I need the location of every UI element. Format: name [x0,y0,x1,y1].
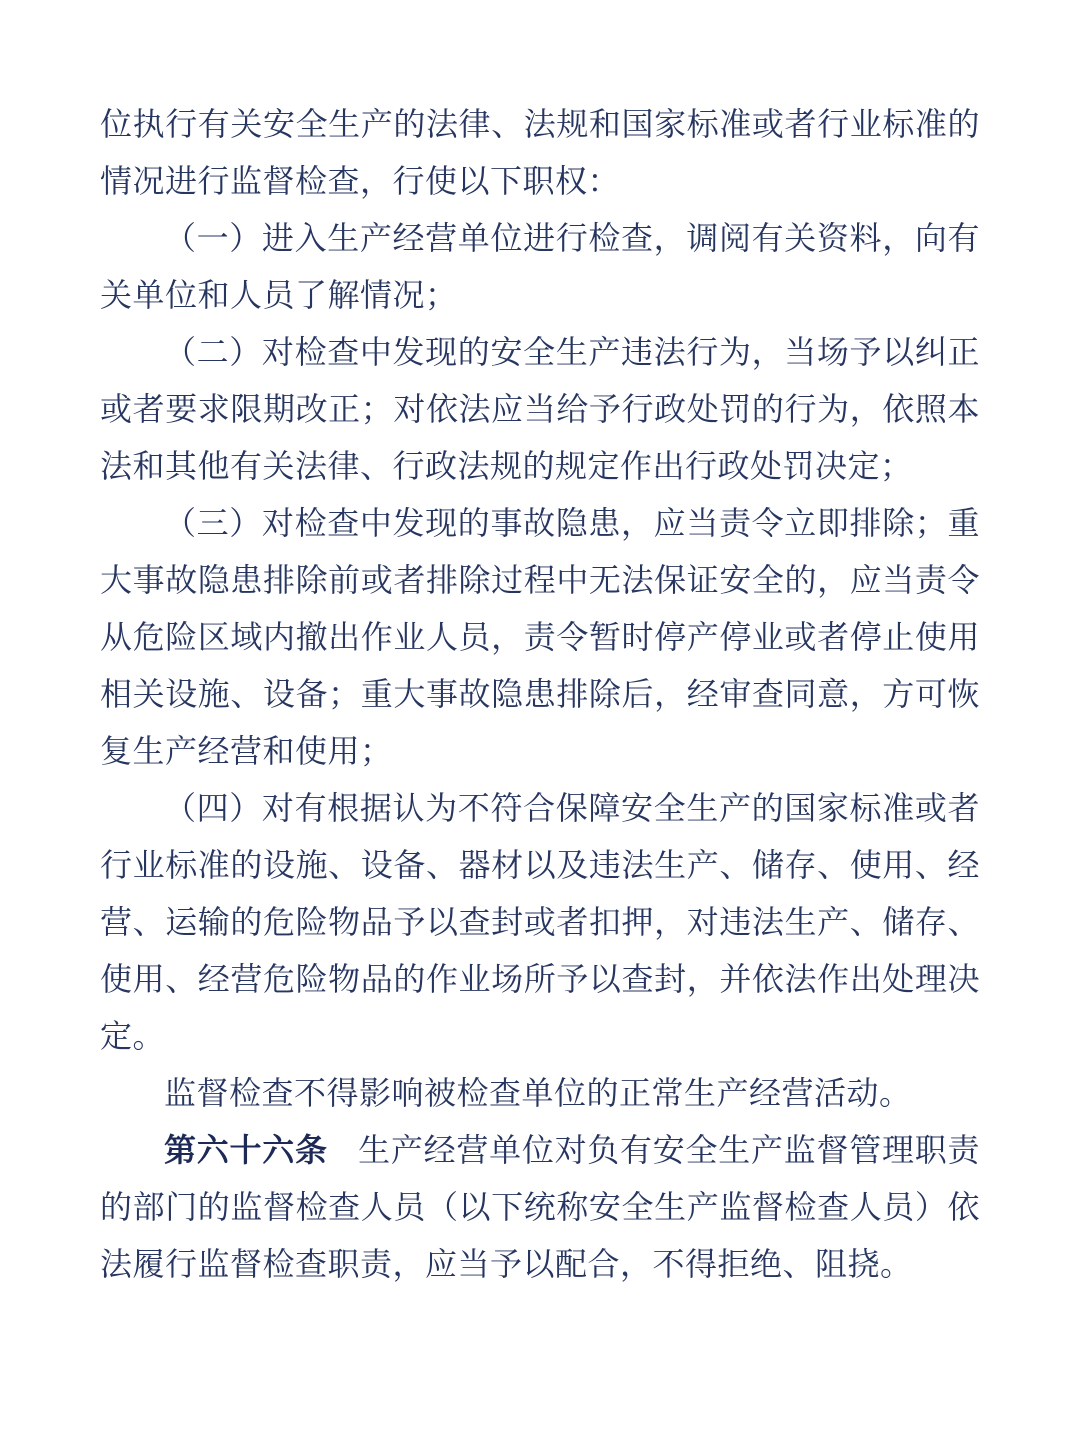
paragraph-text: （四）对有根据认为不符合保障安全生产的国家标准或者行业标准的设施、设备、器材以及违法生产、储存、使用、经营、运输的危险物品予以查封或者扣押，对违法生产、储存、使用、经营危险物品的作业场所予以查封，并依法作出处理决定。 [100,790,980,1054]
paragraph-text: 生产经营单位对负有安全生产监督管理职责的部门的监督检查人员（以下统称安全生产监督检查人员）依法履行监督检查职责，应当予以配合，不得拒绝、阻挠。 [100,1132,980,1282]
article-number-label: 第六十六条 [164,1132,328,1168]
paragraph [100,96,980,210]
document-body [100,96,980,1293]
paragraph-text: （一）进入生产经营单位进行检查，调阅有关资料，向有关单位和人员了解情况； [100,220,980,313]
paragraph-item-3 [100,495,980,780]
paragraph-article-66 [100,1122,980,1293]
paragraph-text: 监督检查不得影响被检查单位的正常生产经营活动。 [164,1075,912,1111]
paragraph-item-1 [100,210,980,324]
paragraph-text: （三）对检查中发现的事故隐患，应当责令立即排除；重大事故隐患排除前或者排除过程中无法保证安全的，应当责令从危险区域内撤出作业人员，责令暂时停产停业或者停止使用相关设施、设备；重大事故隐患排除后，经审查同意，方可恢复生产经营和使用； [100,505,980,769]
paragraph-item-4 [100,780,980,1065]
paragraph-item-2 [100,324,980,495]
paragraph-supervision-note [100,1065,980,1122]
paragraph-text: （二）对检查中发现的安全生产违法行为，当场予以纠正或者要求限期改正；对依法应当给予行政处罚的行为，依照本法和其他有关法律、行政法规的规定作出行政处罚决定； [100,334,980,484]
paragraph-text: 位执行有关安全生产的法律、法规和国家标准或者行业标准的情况进行监督检查，行使以下职权： [100,106,980,199]
